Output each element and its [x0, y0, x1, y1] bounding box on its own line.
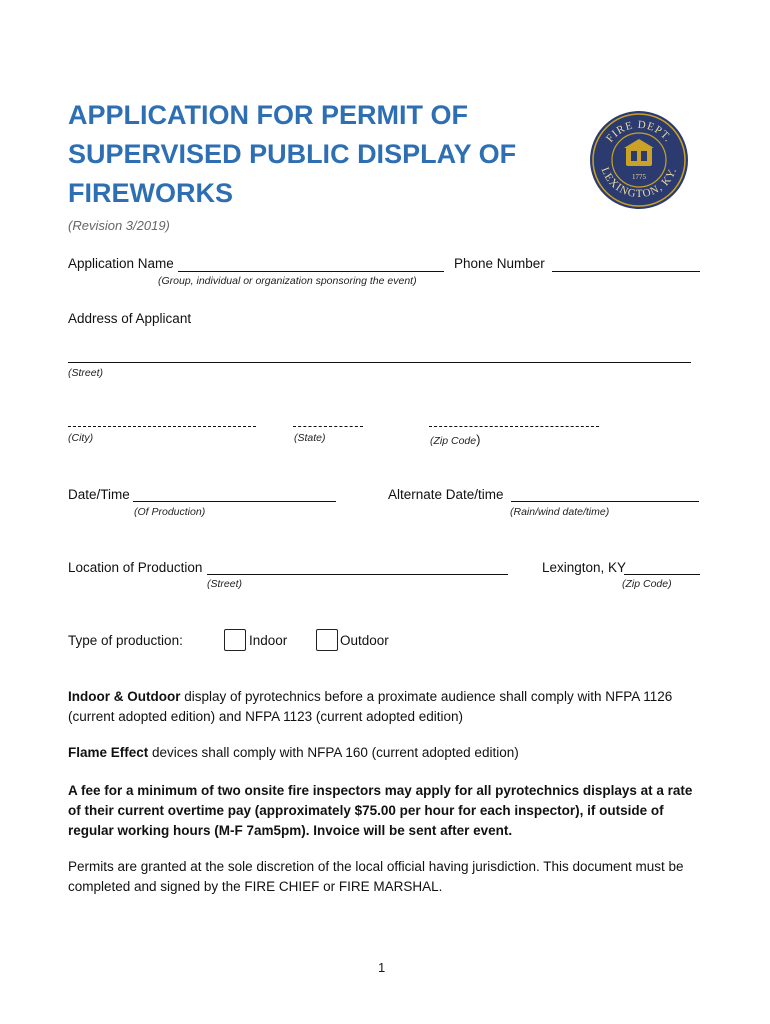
fee-paragraph: A fee for a minimum of two onsite fire inspectors may apply for all pyrotechnics displays at a rate of their current overtime pay (approximately $75.00 per hour for each inspector), if outside of regular working hours (M-F 7am5pm). Invoice will be sent after event. [68, 783, 693, 838]
zip-hint-text: (Zip Code [430, 435, 477, 447]
location-street-hint: (Street) [207, 578, 243, 590]
application-name-input-line[interactable] [178, 271, 444, 272]
flame-effect-text: devices shall comply with NFPA 160 (current adopted edition) [148, 745, 519, 760]
seal-bottom-text: LEXINGTON, KY. [598, 165, 680, 201]
date-time-label: Date/Time [68, 487, 130, 502]
zip-hint-paren: ) [476, 432, 481, 447]
application-name-label: Application Name [68, 256, 174, 271]
outdoor-label: Outdoor [340, 633, 389, 648]
zip-input-line[interactable] [429, 426, 599, 427]
seal-year: 1775 [632, 173, 646, 181]
street-hint: (Street) [68, 367, 104, 379]
zip-hint [430, 432, 480, 447]
indoor-label: Indoor [249, 633, 288, 648]
application-name-hint: (Group, individual or organization sponsoring the event) [158, 275, 417, 287]
date-time-input-line[interactable] [133, 501, 336, 502]
date-time-hint: (Of Production) [134, 506, 206, 518]
address-label: Address of Applicant [68, 311, 192, 326]
indoor-outdoor-text: display of pyrotechnics before a proximate audience shall comply with NFPA 1126 (current adopted edition) and NFPA 1123 (current adopted edition) [68, 689, 673, 724]
alternate-date-time-hint: (Rain/wind date/time) [510, 506, 610, 518]
location-street-input-line[interactable] [207, 574, 508, 575]
title-line-3: FIREWORKS [68, 178, 233, 208]
alternate-date-time-input-line[interactable] [511, 501, 699, 502]
flame-effect-paragraph [68, 743, 708, 763]
phone-number-input-line[interactable] [552, 271, 700, 272]
fire-department-seal-icon [588, 106, 690, 214]
page-number: 1 [378, 960, 386, 975]
indoor-outdoor-paragraph [68, 687, 708, 727]
type-of-production-label: Type of production: [68, 633, 183, 648]
alternate-date-time-label: Alternate Date/time [388, 487, 504, 502]
state-hint: (State) [294, 432, 326, 444]
city-hint: (City) [68, 432, 94, 444]
indoor-outdoor-bold: Indoor & Outdoor [68, 689, 181, 704]
lexington-label: Lexington, KY [542, 560, 627, 575]
location-label: Location of Production [68, 560, 203, 575]
phone-number-label: Phone Number [454, 256, 545, 271]
title-line-2: SUPERVISED PUBLIC DISPLAY OF [68, 139, 517, 169]
revision-note: (Revision 3/2019) [68, 218, 170, 233]
location-zip-hint: (Zip Code) [622, 578, 672, 590]
indoor-checkbox[interactable] [224, 629, 246, 651]
street-input-line[interactable] [68, 362, 691, 363]
seal-top-text: FIRE DEPT. [603, 118, 675, 145]
form-title [68, 96, 538, 213]
title-line-1: APPLICATION FOR PERMIT OF [68, 100, 468, 130]
outdoor-checkbox[interactable] [316, 629, 338, 651]
flame-effect-bold: Flame Effect [68, 745, 149, 760]
state-input-line[interactable] [293, 426, 363, 427]
location-zip-input-line[interactable] [624, 574, 700, 575]
city-input-line[interactable] [68, 426, 256, 427]
permits-paragraph: Permits are granted at the sole discretion of the local official having jurisdiction. This document must be completed and signed by the FIRE CHIEF or FIRE MARSHAL. [68, 859, 684, 894]
